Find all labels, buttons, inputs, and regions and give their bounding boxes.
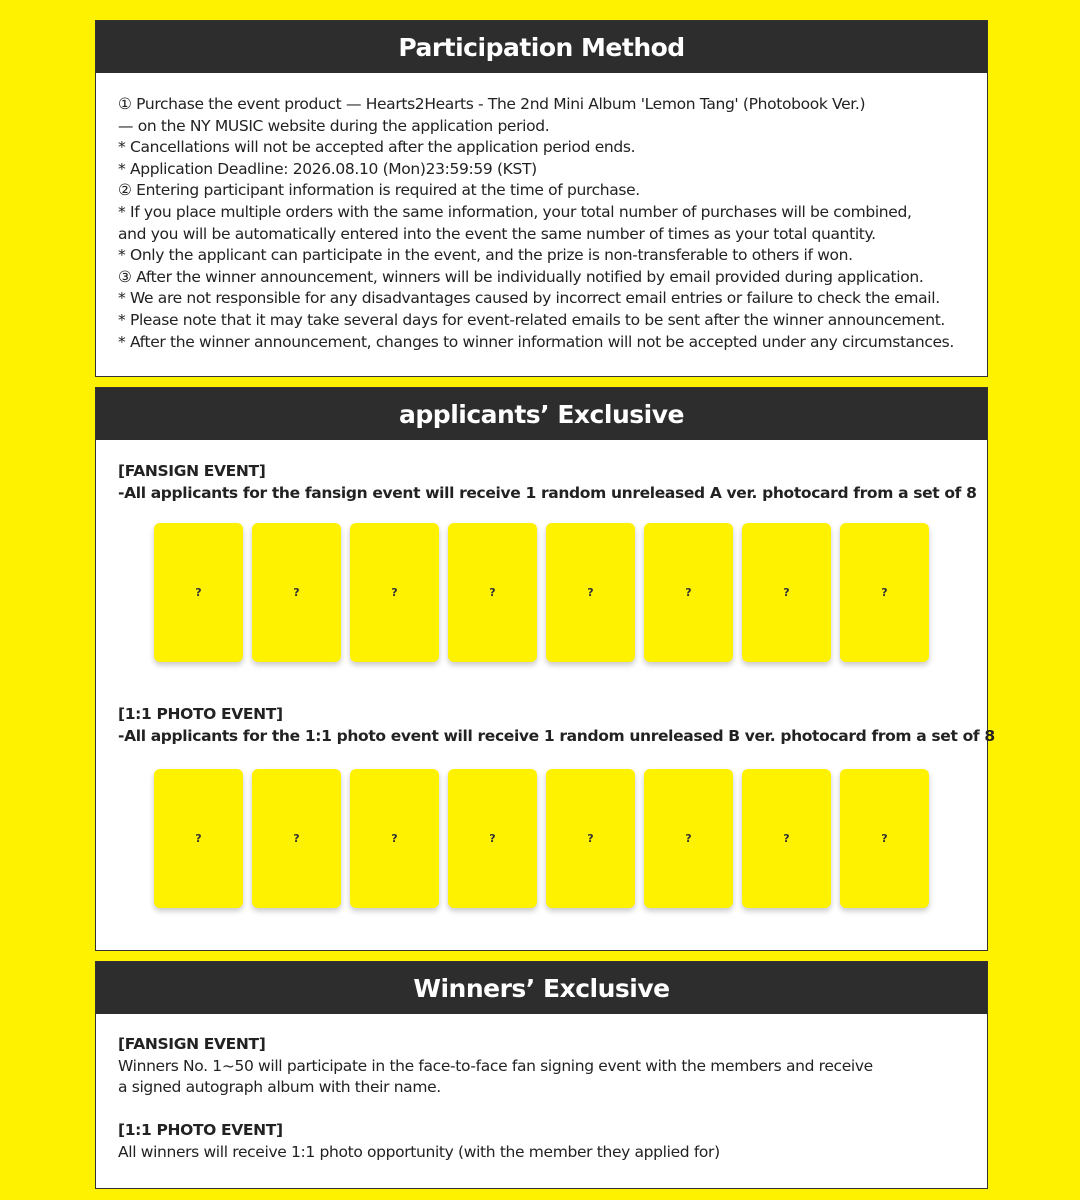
photocard: ? bbox=[252, 523, 341, 662]
applicants-photo-desc: -All applicants for the 1:1 photo event will receive 1 random unreleased B ver. photocard from a set of 8 bbox=[118, 727, 995, 745]
applicants-fansign-desc: -All applicants for the fansign event will receive 1 random unreleased A ver. photocard from a set of 8 bbox=[118, 484, 977, 502]
winners-photo-label: [1:1 PHOTO EVENT] bbox=[118, 1121, 283, 1140]
photocard: ? bbox=[448, 523, 537, 662]
photo-photocard-set bbox=[154, 769, 929, 908]
fansign-photocard-set bbox=[154, 523, 929, 662]
winners-photo-line: All winners will receive 1:1 photo opportunity (with the member they applied for) bbox=[118, 1142, 720, 1161]
winners-body bbox=[96, 1014, 987, 1164]
participation-line: * Cancellations will not be accepted after the application period ends. bbox=[118, 138, 636, 157]
participation-title: Participation Method bbox=[96, 21, 987, 73]
photocard: ? bbox=[742, 523, 831, 662]
photocard: ? bbox=[350, 523, 439, 662]
participation-line: * After the winner announcement, changes to winner information will not be accepted under any circumstances. bbox=[118, 332, 954, 351]
participation-line: ③ After the winner announcement, winners will be individually notified by email provided during application. bbox=[118, 267, 924, 286]
participation-line: ② Entering participant information is required at the time of purchase. bbox=[118, 181, 640, 200]
photocard: ? bbox=[840, 769, 929, 908]
photocard: ? bbox=[546, 769, 635, 908]
photocard: ? bbox=[448, 769, 537, 908]
participation-line: * If you place multiple orders with the same information, your total number of purchases will be combined, bbox=[118, 202, 912, 221]
applicants-photo-label: [1:1 PHOTO EVENT] bbox=[118, 705, 283, 723]
participation-body bbox=[96, 73, 987, 353]
applicants-fansign-label: [FANSIGN EVENT] bbox=[118, 462, 266, 480]
participation-line: * We are not responsible for any disadvantages caused by incorrect email entries or failure to check the email. bbox=[118, 289, 940, 308]
photocard: ? bbox=[644, 523, 733, 662]
photocard: ? bbox=[742, 769, 831, 908]
participation-line: — on the NY MUSIC website during the application period. bbox=[118, 116, 550, 135]
photocard: ? bbox=[154, 523, 243, 662]
participation-line: * Please note that it may take several days for event-related emails to be sent after the winner announcement. bbox=[118, 310, 945, 329]
participation-line: * Application Deadline: 2026.08.10 (Mon)23:59:59 (KST) bbox=[118, 159, 537, 178]
applicants-photo-block bbox=[118, 703, 995, 747]
photocard: ? bbox=[252, 769, 341, 908]
participation-line: * Only the applicant can participate in the event, and the prize is non-transferable to others if won. bbox=[118, 246, 853, 265]
photocard: ? bbox=[644, 769, 733, 908]
photocard: ? bbox=[350, 769, 439, 908]
applicants-fansign-block bbox=[118, 460, 977, 504]
winners-fansign-line: Winners No. 1~50 will participate in the face-to-face fan signing event with the members and receive bbox=[118, 1056, 873, 1075]
winners-fansign-line: a signed autograph album with their name. bbox=[118, 1078, 441, 1097]
winners-fansign-label: [FANSIGN EVENT] bbox=[118, 1035, 266, 1053]
applicants-section bbox=[95, 387, 995, 951]
photocard: ? bbox=[154, 769, 243, 908]
participation-line: and you will be automatically entered into the event the same number of times as your total quantity. bbox=[118, 224, 876, 243]
winners-title: Winners’ Exclusive bbox=[96, 962, 987, 1014]
spacer bbox=[118, 1099, 987, 1121]
photocard: ? bbox=[546, 523, 635, 662]
participation-section bbox=[95, 20, 988, 377]
applicants-title: applicants’ Exclusive bbox=[96, 388, 987, 440]
participation-line: ① Purchase the event product — Hearts2Hearts - The 2nd Mini Album 'Lemon Tang' (Photobook Ver.) bbox=[118, 95, 866, 113]
winners-section bbox=[95, 961, 988, 1189]
photocard: ? bbox=[840, 523, 929, 662]
